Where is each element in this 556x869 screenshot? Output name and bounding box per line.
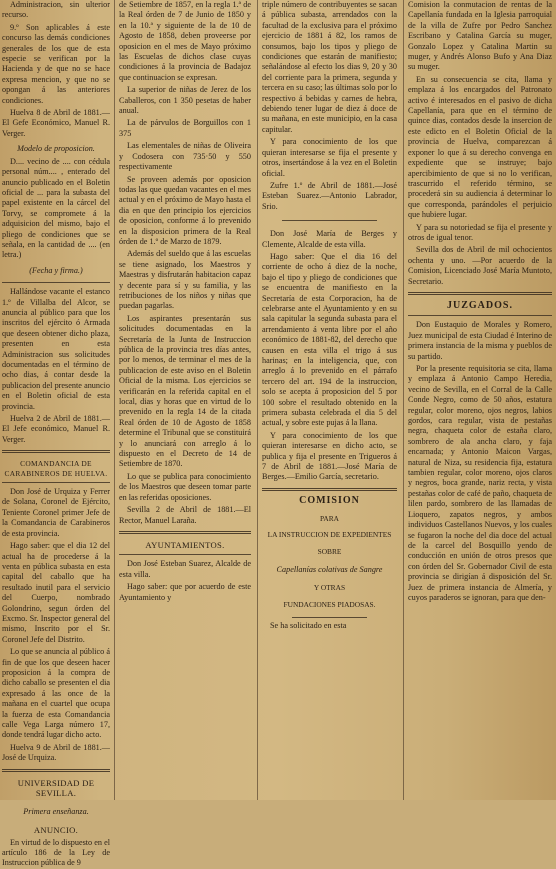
column-rule xyxy=(114,0,115,800)
section-heading: COMISION xyxy=(299,494,360,506)
paragraph: La de párvulos de Borguillos con 1 375 xyxy=(119,118,251,138)
paragraph: Don José de Urquiza y Ferrer de Solana, Coronel de Ejército, Teniente Coronel primer Jefe de la Comandancia de Carabineros de esta provincia. xyxy=(2,487,110,538)
section-heading: JUZGADOS. xyxy=(447,299,513,311)
heading-line: FUNDACIONES PIADOSAS. xyxy=(283,600,376,610)
paragraph: Los aspirantes presentarán sus solicitudes documentadas en la Secretaría de la Junta de Instruccion pública de la provincia tres días antes, por lo menos, de terminar el mes de la publicacion de este aviso en el Boletin Oficial de la misma. Los ejercicios se verificarán en la referida capital en el local, dias y horas que en virtud de lo prevenido en la regla 14 de la citada Real órden de 10 de Agosto de 1858 determine el Tribunal que se constituirá y lo anunciará con arreglo á lo dispuesto en el Decreto de 14 de Setiembre de 1870. xyxy=(119,313,251,469)
divider xyxy=(282,220,377,221)
heading-line: Y OTRAS xyxy=(313,583,346,593)
paragraph: Don José María de Berges y Clemente, Alcalde de esta villa. xyxy=(262,229,397,249)
paragraph: D.... vecino de .... con cédula personal núm.... , enterado del anuncio publicado en el Boletin oficial de ... para la subasta del papel existente en la cárcel del Torvy, se compromete á la adquisicion del mismo, bajo el pliego de condiciones que se señala, en la cantidad de .... (en letra.) xyxy=(2,156,110,260)
paragraph: Don José Esteban Suarez, Alcalde de esta villa. xyxy=(119,559,251,579)
signature: Huelva 8 de Abril de 1881.—El Gefe Económico, Manuel R. Verger. xyxy=(2,108,110,138)
paragraph: Hago saber: Que el dia 16 del corriente de ocho á diez de la noche, bajo el tipo y pliego de condiciones que se encuentra de manifiesto en la Secretaría de esta Corporacion, ha de celebrarse ante el Ayuntamiento y en su sala capitular la segunda subasta para el arrendamiento á venta libre por el año económico de 1881-82, del derecho que causen en esta villa el trigo á sus harinas; en la inteligencia, que, con arreglo á lo prevenido en el párrafo tercero del art. 194 de la instruccion, solo se acepta á proposicion del 5 por 100 sobre el resultado obtenido en la primera subasta celebrada el dia 5 del actual, y sobre este pujas á la llana. xyxy=(262,251,397,428)
section-subtitle: Primera enseñanza. xyxy=(23,806,89,816)
heading-line: SOBRE xyxy=(317,547,342,557)
paragraph: Hallándose vacante el estanco 1.º de Villalba del Alcor, se anuncia al público para que los inscritos del ejército ó Armada que deseen obtener dicho plaza, presenten en esta Administracion sus solicitudes documentadas en el término de ocho dias, á contar desde la publicacion del presente anuncio en el Boletin oficial de esta provincia. xyxy=(2,287,110,411)
paragraph: Hago saber: que por acuerdo de este Ayuntamiento y xyxy=(119,582,251,602)
section-heading: COMANDANCIA DE CARABINEROS DE HUELVA. xyxy=(4,459,108,478)
section-heading: ANUNCIO. xyxy=(33,825,79,836)
divider xyxy=(119,554,251,555)
signature: Sevilla 2 de Abril de 1881.—El Rector, Manuel Laraña. xyxy=(119,505,251,525)
signature: Zufre 1.º de Abril de 1881.—José Esteban Suarez.—Antonio Labrador, Srio. xyxy=(262,180,397,211)
paragraph: de Setiembre de 1857, en la regla 1.ª de la Real órden de 7 de Junio de 1850 y en la 10.ª y siguiente de la de 10 de Agosto de 1858, deben proveerse por oposicion en el mes de Mayo próximo las Escuelas de dichos clase cuyas condiciones á la provincia de Badajoz que continuacion se expresan. xyxy=(119,0,251,82)
heading-line: LA INSTRUCCION DE EXPEDIENTES xyxy=(267,530,392,540)
divider xyxy=(408,315,552,316)
signature: Huelva 2 de Abril de 1881.—El Jefe económico, Manuel R. Verger. xyxy=(2,414,110,444)
column-1 xyxy=(2,0,110,868)
paragraph: Además del sueldo que á las escuelas se tiene asignado, los Maestros y Maestras y disfrutarán habitacion capaz y decente para sí y su familia, y las retribuciones de los niños y niñas que puedan pagarlas. xyxy=(119,249,251,311)
divider xyxy=(2,482,110,483)
section-subtitle: Modelo de proposicion. xyxy=(17,144,95,154)
paragraph: Por la presente requisitoria se cita, llama y emplaza á Antonio Campo Heredia, vecino de Sevilla, en el Corral de la Calle Conde Negro, como de 50 años, estatura regular, color moreno, ojos negros, labios gordos, cara regular, vista de pestañas negra, chaqueta color de estaña claro, sombrero de ala ancha claro, y faja encarnada; y Antonio Maicon Vargas, natural de Niza, su residencia fija, estatura tambien regular, color moreno, ojos claros y negros, boca grande, nariz recta, y vista pestañas color de café de paño, chaqueta de lilen pardo, sombrero de las llamadas de Lioquero, zapatos negros, y ambos individuos Castellanos Nuevos, y los cuales se fugaron la noche del dia doce del actual de la carcel del Bosquillo yendo de conducción en unión de otros presos que con órden del Sr. Gobernador Civil de esta provincia se dirigían á disposición del Sr. Juez de primera instancia de Almería, y cuyos paraderos se ignoran, para que den- xyxy=(408,364,552,602)
divider xyxy=(2,282,110,283)
paragraph: Lo que se anuncia al público á fin de que los que deseen hacer proposicion á la compra de dicho caballo se presenten el dia expresado á las once de la mañana en el cuartel que ocupa la fuerza de esta Comandancia calle Vega Larga número 17, donde tendrá lugar dicho acto. xyxy=(2,647,110,740)
paragraph: Las elementales de niñas de Oliveira y Codosera con 735·50 y 550 respectivamente xyxy=(119,141,251,172)
paragraph: Y para conocimiento de los que quieran interesarse en dicho acto, se publica y fija el presente en Trigueros á 7 de Abril de 1881.—José María de Berges.—Emilio García, secretario. xyxy=(262,430,397,482)
column-2 xyxy=(119,0,251,800)
paragraph: Don Eustaquio de Morales y Romero, Juez municipal de esta Ciudad é Interino de primera instancia de la misma y pueblos de su partido. xyxy=(408,320,552,361)
paragraph: Y para conocimiento de los que quieran interesarse se fija el presente y otros, insertándose á la vez en el Boletin oficial. xyxy=(262,137,397,178)
signature: Huelva 9 de Abril de 1881.—José de Urquiza. xyxy=(2,742,110,763)
paragraph: La superior de niñas de Jerez de los Caballeros, con 1 350 pesetas de haber anual. xyxy=(119,85,251,116)
section-heading: UNIVERSIDAD DE SEVILLA. xyxy=(17,777,95,799)
section-divider xyxy=(119,531,251,534)
section-divider xyxy=(2,450,110,453)
paragraph: Hago saber: que el dia 12 del actual ha de procederse á la venta en pública subasta en esta capital del caballo que ha resultado inutil para el servicio del Cuerpo, nombrado Golondrino, segun órden del Excmo. Sr. Inspector general del mismo, Inscrito por el Sr. Coronel Jefe del Distrito. xyxy=(2,541,110,644)
section-divider xyxy=(262,488,397,491)
column-rule xyxy=(257,0,258,800)
column-rule xyxy=(403,0,404,800)
paragraph: Administracion, sin ulterior recurso. xyxy=(2,0,110,20)
heading-line: Capellanías colativas de Sangre xyxy=(276,564,383,574)
divider xyxy=(292,617,367,618)
paragraph: Comision la conmutacion de rentas de la Capellanía fundada en la Iglesia parroquial de la villa de Zufre por Pedro Sanchez Escribano y Catalina García su muger, Gonzalo Lopez y Catalina Martin su muger, y Andrés Alonso Bufo y Ana Diaz su muger. xyxy=(408,0,552,72)
paragraph: Se proveen además por oposicion todas las que quedan vacantes en el mes actual y en el próximo de Mayo hasta el dia en que den principio los ejercicios de oposicion, conforme á lo prevenido en la disposicion primera de la Real órden de 1.º de Marzo de 1879. xyxy=(119,174,251,246)
column-4 xyxy=(408,0,552,800)
heading-line: PARA xyxy=(319,513,340,523)
signature-note: (Fecha y firma.) xyxy=(29,265,83,275)
paragraph: 9.º Son aplicables á este concurso las demás condiciones generales de los que de esta especie se verifican por la Hacienda y de que no se hace expresa mencion, y que no se opongan á las anteriores condiciones. xyxy=(2,22,110,105)
paragraph: triple número de contribuyentes se sacan á pública subasta, arrendados con la facultad de la exclusiva para el próximo ejercicio de 1881 á 82, los ramos de consumos, bajo los tipos y pliego de condiciones que estarán de manifiesto; señalándose al efecto los dias 9, 20 y 30 del corriente para la primera, segunda y tercera en su caso; las últimas solo por lo respectivo á bebidas y carnes de hebra, debiendo tener lugar de diez á doce de su mañana, en este municipio, en la casa capitular. xyxy=(262,0,397,134)
column-3 xyxy=(262,0,397,800)
paragraph: En virtud de lo dispuesto en el artículo 186 de la Ley de Instruccion pública de 9 xyxy=(2,837,110,868)
paragraph: Y para su notoriedad se fija el presente y otros de igual tenor. xyxy=(408,222,552,242)
signature: Sevilla dos de Abril de mil ochocientos ochenta y uno. —Por acuerdo de la Comision, Licenciado José María Muntoto, Secretario. xyxy=(408,245,552,286)
paragraph: Lo que se publica para conocimiento de los Maestros que deseen tomar parte en las referidas oposiciones. xyxy=(119,471,251,502)
section-divider xyxy=(2,769,110,772)
paragraph: Se ha solicitado en esta xyxy=(270,621,347,631)
section-heading: AYUNTAMIENTOS. xyxy=(145,539,225,550)
paragraph: En su consecuencia se cita, llama y emplaza á los encargados del Patronato activo é interesados en el pasivo de dicha Capellanía, para que en el término de quince dias, contados desde la insercion de este edicto en el Boletin Oficial de la provincia de Huelva, comparezcan á exponer lo que á su derecho convenga en expediente que se instruye; bajo apercibimiento de que si no lo verifican, trascurrido el referido término, se procederá sin su audiencia á determinar lo que corresponda, parándoles el perjuicio que hubiere lugar. xyxy=(408,74,552,220)
section-divider xyxy=(408,292,552,295)
